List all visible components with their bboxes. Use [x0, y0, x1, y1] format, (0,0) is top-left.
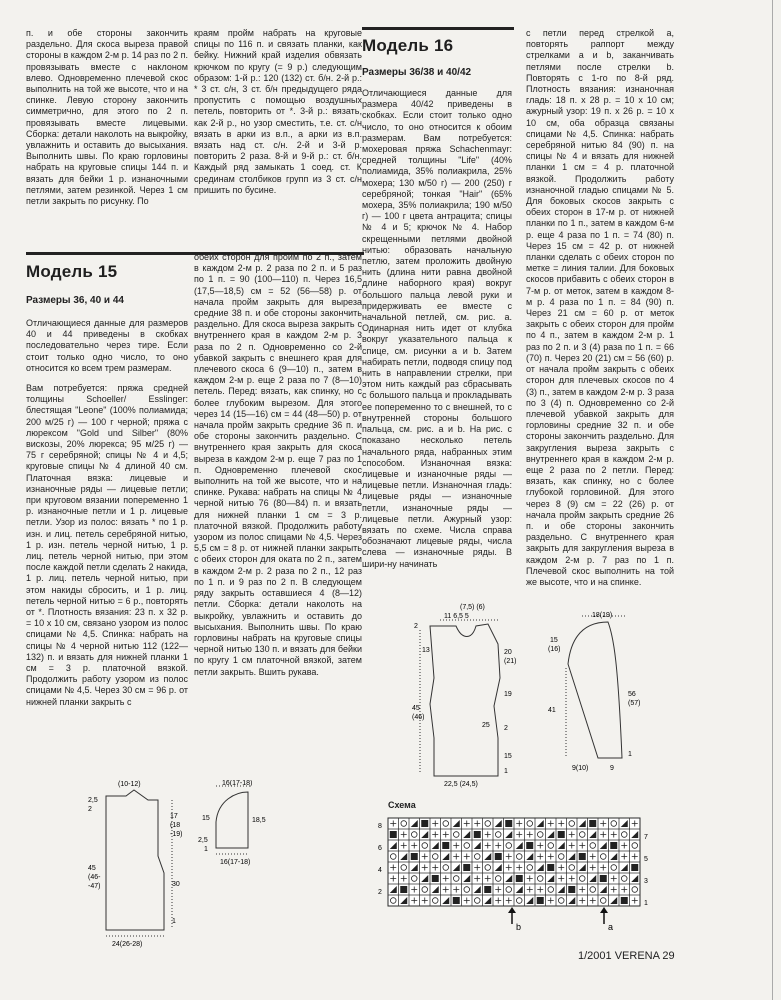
- col2-top-text: краям пройм набрать на круговые спицы по 116 п. и связать планки, как бейку. Нижний край изделия обвязать крючком по кругу (= 9 р.) следующим образом: 1-й р.: 120 (132) ст. б/н. 2-й р.: * 3 ст. с/н, 3 ст. б/н предыдущего ряда пропустить с помощью воздушных петель, повторить от *. 3-й р.: вязать, как 2-й р., но узор сместить, т.е. ст. с/н вязать в арки из в.п., а арки из в.п. вязать над ст. с/н. 2-й и 3-й р. повторить 2 раза. 8-й и 9-й р.: ст. б/н. Каждый ряд замыкать 1 соед. ст. К срединам столбиков групп из 3 ст. с/н пришить по бусине.: [194, 28, 362, 195]
- diag16s-nine: 9: [610, 765, 614, 772]
- schema-symbol: [421, 820, 428, 827]
- diag15-right: 30: [172, 881, 180, 888]
- page-footer: 1/2001 VERENA 29: [578, 950, 675, 962]
- arrow-a-icon: [600, 907, 608, 924]
- diag16-fifteen: 15: [504, 753, 512, 760]
- diag15s-bottom: 16(17-18): [220, 859, 251, 866]
- diag16s-fifteen: 15: [550, 637, 558, 644]
- schema-symbol: [631, 864, 638, 871]
- diag15-one: 1: [172, 918, 176, 925]
- diag15-d1: 2,5: [88, 797, 98, 804]
- schema-symbol: [547, 864, 554, 871]
- model15-body-diagram: [86, 778, 196, 948]
- schema-symbol: [474, 831, 481, 838]
- diag16-top2: 11 6,5 5: [444, 613, 469, 620]
- schema-row-1: 1: [644, 900, 648, 907]
- diag16-two: 2: [414, 623, 418, 630]
- diag15-d4: (18: [170, 822, 181, 829]
- col2-body: обеих сторон для пройм по 2 п., затем в каждом 2-м р. 2 раза по 2 п. и 5 раз по 1 п. = 90 (100—110) п. Через 16,5 (17,5—18,5) см = 52 (56—58) р. от начала пройм закрыть для выреза средние 38 п. и обе стороны закончить раздельно. Для скоса выреза закрыть с внутреннего края в каждом 2-м р. 3 раза по 2 п. Одновременно со 2-й убавкой закрыть с внешнего края для плечевого скоса 6 (9—10) п., затем в каждом 2-м р. еще 2 раза по 7 (8—10) петель. Перед: вязать, как спинку, но с более глубоким вырезом. Для этого через 14 (15—16) см = 44 (48—50) р. от начала пройм закрыть средние 36 п. и обе стороны закончить раздельно. С внутреннего края закрыть для скоса выреза в каждом 2-м р. еще 7 раз по 1 п. Одновременно плечевой скос выполнить на той же высоте, что и на спинке. Рукава: набрать на спицы № 4 черной нитью 76 (80—84) п. и вязать для нижней планки 1 см = 3 р. платочной вязкой. Продолжить работу узором из полос спицами № 4,5. Через 5,5 см = 8 р. от нижней планки закрыть с обеих сторон для оката по 2 п., затем в каждом 2-м р. 2 раза по 2 п., 12 раз по 1 п. и 9 раз по 2 п. В следующем ряду закрыть оставшиеся 4 (8—12) петли. Сборка: детали наколоть на выкройку, увлажнить и оставить до высыхания. Выполнить швы. По краю горловины набрать на круговые спицы черной нитью 130 п. и вязать для бейки по кругу 1 см платочной вязкой, затем петли закрыть. Вшить рукава.: [194, 252, 362, 677]
- diag15s-d1: 2,5: [198, 837, 208, 844]
- diag15s-d2: 1: [204, 846, 208, 853]
- diag16-two2: 2: [504, 725, 508, 732]
- model16-title: Модель 16: [362, 36, 454, 55]
- diag16s-sixteen: (16): [548, 646, 561, 653]
- model16-rule: [362, 27, 514, 30]
- diag15s-top: 16(17-18): [222, 780, 253, 787]
- schema-symbol: [610, 842, 617, 849]
- diag16-nineteen: 19: [504, 691, 512, 698]
- diag16s-top: 18(19): [592, 612, 613, 619]
- col1-top-text: п. и обе стороны закончить раздельно. Для скоса выреза правой стороны в каждом 2-м р. 14 раз по 2 п. провязывать вместе с наклоном влево. Одновременно плечевой скос выполнить на той же высоте, что и на спинке. Левую сторону закончить симметрично, для этого по 2 п. провязывать вместе лицевыми. Сборка: детали наколоть на выкройку, увлажнить и оставить до высыхания. Выполнить швы. По краю горловины набрать на круговые спицы 144 п. и вязать для бейки 1 р. изнаночными петлями, затем резинкой. Через 1 см петли закрыть по рисунку. По: [26, 28, 188, 207]
- diag16-twentyfive: 25: [482, 722, 490, 729]
- schema-symbol: [600, 875, 607, 882]
- diag16-one: 1: [504, 768, 508, 775]
- col3-body: Отличающиеся данные для размера 40/42 приведены в скобках. Если стоит только одно число, то оно относится к обоим размерам. Вам потребуется: мохеровая пряжа Schachenmayr: средней толщины "Life" (40% полиамида, 35% полиакрила, 25% мохера; 130 м/50 г) — 200 (250) г серебряной; тонкая "Hair" (65% мохера, 35% полиакрила; 190 м/50 г) — 100 г цвета антрацита; спицы № 4 и 5; крючок № 4. Набор скрещенными петлями двойной нитью: образовать начальную петлю, затем проложить двойную нить (длина нити равна двойной длине наборного края) вокруг большого пальца левой руки и придерживать ее вместе с начальной петлей, см. рис. а. Одинарная нить идет от клубка вокруг указательного пальца к спице, см. рисунки а и b. Затем набирать петли, подводя спицу под нить в направлении стрелки, при этом нить каждый раз сбрасывать с большого пальца и прокладывать ее попеременно то с внешней, то с внутренней стороны большого пальца, см. рис. а и b. На рис. с показано несколько петель начального ряда, набранных этим способом. Изнаночная вязка: лицевые и изнаночные ряды — лицевые петли. Изнаночная гладь: лицевые ряды — изнаночные петли, изнаночные ряды — лицевые петли. Ажурный узор: вязать по схеме. Числа справа обозначают лицевые ряды, числа слева — изнаночные ряды. В шири-ну начинать: [362, 88, 512, 569]
- schema-symbol: [400, 886, 407, 893]
- knitting-schema: [372, 812, 662, 940]
- schema-symbol: [621, 897, 628, 904]
- schema-symbol: [589, 820, 596, 827]
- diag16s-bottom: 9(10): [572, 765, 589, 772]
- diag16-bottom: 22,5 (24,5): [444, 781, 478, 788]
- schema-symbol: [558, 831, 565, 838]
- schema-symbol: [463, 864, 470, 871]
- diag15-top: (10-12): [118, 781, 141, 788]
- schema-symbol: [442, 842, 449, 849]
- schema-symbol: [579, 853, 586, 860]
- schema-row-6: 6: [378, 845, 382, 852]
- schema-symbol: [453, 897, 460, 904]
- schema-symbol: [526, 842, 533, 849]
- schema-row-3: 3: [644, 878, 648, 885]
- diag16-twentyone: (21): [504, 658, 517, 665]
- diag16s-fiftysix: 56: [628, 691, 636, 698]
- schema-row-2: 2: [378, 889, 382, 896]
- col4-body: с петли перед стрелкой а, повторять раппорт между стрелками а и b, заканчивать петлями после стрелки b. Повторять с 1-го по 8-й ряд. Плотность вязания: изнаночная гладь: 18 п. x 28 р. = 10 x 10 см; ажурный узор: 19 п. x 26 р. = 10 x 10 см, оба образца связаны спицами № 4,5. Спинка: набрать серебряной нитью 84 (90) п. на спицы № 4 и вязать для нижней планки 1 см = 4 р. платочной вязкой. Продолжить работу изнаночной гладью спицами № 5. Для боковых скосов закрыть с обеих сторон в 17-м р. от нижней планки по 1 п., затем в каждом 6-м р. еще 4 раза по 1 п. = 74 (80) п. Через 15 см = 42 р. от нижней планки сделать с обеих сторон по метке = линия талии. Для боковых скосов прибавить с обеих сторон в 7-м р. от меток, затем в каждом 8-м р. 4 раза по 1 п. = 84 (90) п. Через 21 см = 60 р. от меток закрыть с обеих сторон для пройм по 4 п., затем в каждом 2-м р. 1 раз по 2 п. и 3 (4) раза по 1 п. = 66 (70) п. Через 20 (21) см = 56 (60) р. от начала пройм закрыть с обеих сторон для плечевых скосов по 4 (3) п., затем в каждом 2-м р. 3 раза по 3 (4) п. Одновременно со 2-й плечевой убавкой закрыть для горловины средние 32 п. и обе стороны закончить раздельно. Для закругления выреза закрыть с внутреннего края в каждом 2-м р. еще 2 раза по 2 петли. Перед: вязать, как спинку, но с более глубокой горловиной. Для этого через 8 (9) см = 22 (26) р. от начала пройм закрыть средние 26 п. и обе стороны закончить раздельно. С внутреннего края закрыть для закругления выреза в каждом 2-м р. 7 раз по 1 п. Плечевой скос выполнить на той же высоте, что и на спинке.: [526, 28, 674, 587]
- schema-symbol: [432, 875, 439, 882]
- diag16s-one: 1: [628, 751, 632, 758]
- diag16-fortyfive: 45: [412, 705, 420, 712]
- diag16-twenty: 20: [504, 649, 512, 656]
- diag15-d5: -19): [170, 831, 183, 838]
- diag16-top: (7,5) (6): [460, 604, 485, 611]
- schema-symbol: [390, 831, 397, 838]
- schema-symbol: [537, 897, 544, 904]
- diag16s-fortyone: 41: [548, 707, 556, 714]
- diag15-d3: 17: [170, 813, 178, 820]
- diag15-d2: 2: [88, 806, 92, 813]
- diag16-thirteen: 13: [422, 647, 430, 654]
- schema-symbol: [484, 886, 491, 893]
- schema-symbol: [411, 853, 418, 860]
- schema-symbol: [505, 820, 512, 827]
- right-margin-line: [772, 0, 773, 1000]
- model15-sizes: Размеры 36, 40 и 44: [26, 295, 124, 306]
- col1-body: Вам потребуется: пряжа средней толщины Schoeller/ Esslinger: блестящая "Leone" (100% полиамида; 200 м/25 г) — 100 г черной; пряжа с люрексом "Gold und Silber" (80% вискозы, 20% люрекса; 95 м/25 г) — 75 г серебряной; спицы № 4 и 4,5; круговые спицы № 4 длиной 40 см. Платочная вязка: лицевые и изнаночные ряды — лицевые петли; при круговом вязании попеременно 1 р. изнаночные петли и 1 р. лицевые петли. Узор из полос: вязать * по 1 р. изн. и лиц. петель серебряной нитью, 1 р. изн. петель черной нитью, 1 р. лиц. петель черной нитью, при этом после каждой петли сделать 2 накида, 1 р. лиц. петель черной нитью, при этом накиды сбросить, и 1 р. лиц. петель черной нитью = 6 р., повторять от *. Плотность вязания: 23 п. x 32 р. = 10 x 10 см, связано узором из полос спицами № 4,5. Спинка: набрать на спицы № 4 черной нитью 112 (122—132) п. и вязать для нижней планки 1 см = 3 р. платочной вязкой. Продолжить работу узором из полос спицами № 4,5. Через 30 см = 96 р. от нижней планки закрыть с: [26, 383, 188, 707]
- diag16-fortysix: (46): [412, 714, 425, 721]
- schema-symbol: [495, 853, 502, 860]
- schema-label: Схема: [388, 800, 416, 810]
- schema-row-8: 8: [378, 823, 382, 830]
- schema-symbol: [516, 875, 523, 882]
- diag15-bottom: 24(26-28): [112, 941, 143, 948]
- model16-sizes: Размеры 36/38 и 40/42: [362, 67, 472, 78]
- arrow-b-icon: [508, 907, 516, 924]
- schema-row-7: 7: [644, 834, 648, 841]
- col1-intro: Отличающиеся данные для размеров 40 и 44 приведены в скобках последовательно через тире. Если стоит только одно число, то оно относится ко всем трем размерам.: [26, 318, 188, 373]
- schema-symbol: [568, 886, 575, 893]
- diag15-left: 45: [88, 865, 96, 872]
- schema-row-4: 4: [378, 867, 382, 874]
- model15-sleeve-diagram: [196, 780, 276, 870]
- model16-sleeve-diagram: [542, 608, 652, 778]
- diag15s-left: 15: [202, 815, 210, 822]
- schema-row-5: 5: [644, 856, 648, 863]
- diag15s-right: 18,5: [252, 817, 266, 824]
- arrow-a-label: a: [608, 922, 614, 932]
- diag15-left3: -47): [88, 883, 101, 890]
- arrow-b-label: b: [516, 922, 522, 932]
- diag15-left2: (46-: [88, 874, 101, 881]
- model15-title: Модель 15: [26, 262, 118, 281]
- diag16s-fiftyseven: (57): [628, 700, 641, 707]
- model16-body-diagram: [410, 600, 530, 790]
